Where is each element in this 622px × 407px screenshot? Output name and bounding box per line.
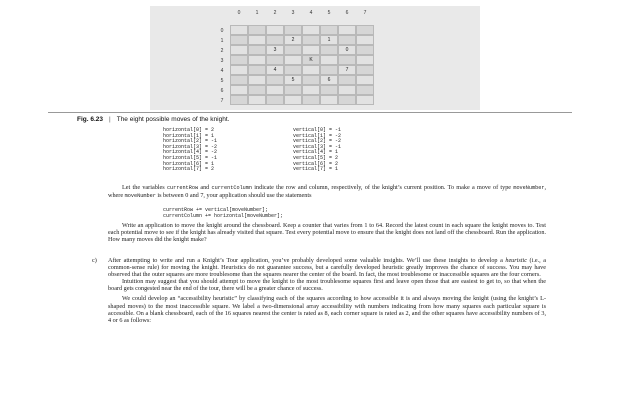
para1-text-4: , where	[108, 184, 547, 200]
board-square	[266, 75, 284, 85]
board-square: 4	[266, 65, 284, 75]
figure-panel	[150, 6, 480, 110]
para2-text: Write an application to move the knight around the chessboard. Keep a counter that varies from 1 to 64. Record the latest count in each square the knight moves to. Test each potential move to see if the knight has already visited that square. Test every potential move to ensure that the knight does not land off the chessboard. Run the application. How many moves did the knight make?	[108, 222, 546, 244]
board-square	[338, 75, 356, 85]
board-square	[320, 85, 338, 95]
horizontal-entry: horizontal[5] = -1	[163, 154, 218, 161]
code-line	[163, 167, 341, 173]
board-square	[320, 95, 338, 105]
board-square	[356, 55, 374, 65]
board-square	[302, 35, 320, 45]
caption-rule	[48, 112, 572, 113]
row-label: 2	[220, 48, 224, 54]
board-square	[230, 65, 248, 75]
horizontal-entry: horizontal[1] = 1	[163, 132, 215, 139]
board-square: 0	[338, 45, 356, 55]
para3-heuristic-word: heuristic	[505, 257, 527, 264]
column-label: 3	[291, 10, 295, 16]
board-square	[302, 25, 320, 35]
horizontal-entry: horizontal[4] = -2	[163, 149, 218, 156]
board-square	[356, 65, 374, 75]
board-square	[284, 45, 302, 55]
board-square	[320, 55, 338, 65]
board-square	[248, 85, 266, 95]
board-square: 3	[266, 45, 284, 55]
code-current-column: currentColumn	[211, 185, 253, 191]
board-square	[284, 85, 302, 95]
board-square	[338, 25, 356, 35]
board-square	[338, 95, 356, 105]
board-square	[248, 55, 266, 65]
board-square	[284, 55, 302, 65]
paragraph-heuristic	[108, 257, 546, 324]
board-square	[230, 25, 248, 35]
horizontal-entry: horizontal[3] = -2	[163, 143, 218, 150]
board-square	[266, 25, 284, 35]
horizontal-entry: horizontal[7] = 2	[163, 166, 215, 173]
board-square: 1	[320, 35, 338, 45]
board-square	[338, 35, 356, 45]
board-square	[230, 95, 248, 105]
board-square	[248, 75, 266, 85]
board-square: 6	[320, 75, 338, 85]
column-label: 1	[255, 10, 259, 16]
statements-code: currentRow += vertical[moveNumber]; currentColumn += horizontal[moveNumber];	[163, 207, 284, 219]
vertical-entry: vertical[6] = 2	[293, 160, 339, 167]
board-square	[230, 35, 248, 45]
para1-text-1: Let the variables	[122, 184, 167, 191]
board-square	[356, 85, 374, 95]
horizontal-entry: horizontal[6] = 1	[163, 160, 215, 167]
board-square	[248, 25, 266, 35]
paragraph-application	[108, 222, 546, 243]
board-square: K	[302, 55, 320, 65]
column-label: 4	[309, 10, 313, 16]
horizontal-entry: horizontal[0] = 2	[163, 127, 215, 133]
column-label: 7	[363, 10, 367, 16]
column-label: 2	[273, 10, 277, 16]
board-square	[302, 85, 320, 95]
board-square	[248, 45, 266, 55]
para5-text: We could develop an “accessibility heuristic” by classifying each of the squares according to how accessible it is and always moving the knight (using the knight’s L-shaped moves) to the most inaccessible square. We label a two-dimensional array accessibility with numbers indicating from how many squares each particular square is accessible. On a blank chessboard, each of the 16 squares nearest the center is rated as 8, each corner square is rated as 2, and the other squares have accessibility numbers of 3, 4 or 6 as follows:	[108, 295, 546, 324]
vertical-entry: vertical[4] = 1	[293, 149, 339, 156]
para4-text: Intuition may suggest that you should attempt to move the knight to the most troublesome squares first and leave open those that are easiest to get to, so that when the board gets congested near the end of the tour, there will be a greater chance of success.	[108, 278, 546, 293]
board-square	[356, 45, 374, 55]
column-label: 5	[327, 10, 331, 16]
row-label: 6	[220, 88, 224, 94]
para1-text-3: indicate the row and column, respectively, of the knight’s current position. To make a move of type	[252, 184, 514, 191]
board-square	[284, 25, 302, 35]
board-square	[248, 95, 266, 105]
board-square	[302, 95, 320, 105]
board-square	[320, 45, 338, 55]
board-square	[356, 25, 374, 35]
board-square	[266, 35, 284, 45]
caption-separator: |	[109, 116, 111, 123]
board-square	[230, 55, 248, 65]
board-square	[338, 55, 356, 65]
board-square: 2	[284, 35, 302, 45]
code-move-number: moveNumber	[513, 185, 545, 191]
para3-text-a: After attempting to write and run a Knight’s Tour application, you’ve probably developed some valuable insights. We’ll use these insights to develop a	[108, 257, 506, 264]
board-square	[320, 65, 338, 75]
board-square	[284, 65, 302, 75]
board-square	[230, 45, 248, 55]
vertical-entry: vertical[2] = -2	[293, 138, 342, 145]
board-square: 7	[338, 65, 356, 75]
column-label: 6	[345, 10, 349, 16]
board-square	[248, 35, 266, 45]
board-square	[302, 65, 320, 75]
row-label: 5	[220, 78, 224, 84]
column-label: 0	[237, 10, 241, 16]
board-square	[302, 45, 320, 55]
item-c-label: c)	[92, 257, 97, 264]
board-square	[266, 85, 284, 95]
board-square	[266, 55, 284, 65]
para1-text-2: and	[198, 184, 212, 191]
horizontal-entry: horizontal[2] = -1	[163, 138, 218, 145]
chessboard	[230, 25, 374, 105]
board-square	[356, 35, 374, 45]
board-square	[338, 85, 356, 95]
figure-number: Fig. 6.23	[77, 116, 104, 123]
board-square	[284, 95, 302, 105]
board-square	[230, 75, 248, 85]
vertical-entry: vertical[3] = -1	[293, 143, 342, 150]
board-square	[356, 95, 374, 105]
move-arrays-code	[163, 128, 341, 173]
code-move-number-2: moveNumber	[124, 193, 156, 200]
paragraph-variables	[108, 184, 546, 200]
code-current-row: currentRow	[166, 185, 199, 191]
board-square	[320, 25, 338, 35]
caption-text: The eight possible moves of the knight.	[116, 116, 230, 123]
board-square: 5	[284, 75, 302, 85]
vertical-entry: vertical[1] = -2	[293, 132, 342, 139]
vertical-entry: vertical[5] = 2	[293, 154, 339, 161]
board-square	[266, 95, 284, 105]
figure-caption	[77, 116, 229, 123]
row-label: 1	[220, 38, 224, 44]
row-label: 7	[220, 98, 224, 104]
vertical-entry: vertical[7] = 1	[293, 166, 339, 173]
para1-text-5: is between 0 and 7, your application should use the statements	[155, 192, 312, 200]
row-label: 3	[220, 58, 224, 64]
board-square	[356, 75, 374, 85]
board-square	[248, 65, 266, 75]
board-square	[230, 85, 248, 95]
row-label: 4	[220, 68, 224, 74]
row-label: 0	[220, 28, 224, 34]
para3-text-b: (i.e., a common-sense rule) for moving the knight. Heuristics do not guarantee success, but a carefully developed heuristic greatly improves the chance of success. You may have observed that the outer squares are more troublesome than the squares nearer the center of the board. In fact, the most troublesome or inaccessible squares are the four corners.	[108, 257, 546, 279]
vertical-entry: vertical[0] = -1	[293, 127, 342, 133]
board-square	[302, 75, 320, 85]
